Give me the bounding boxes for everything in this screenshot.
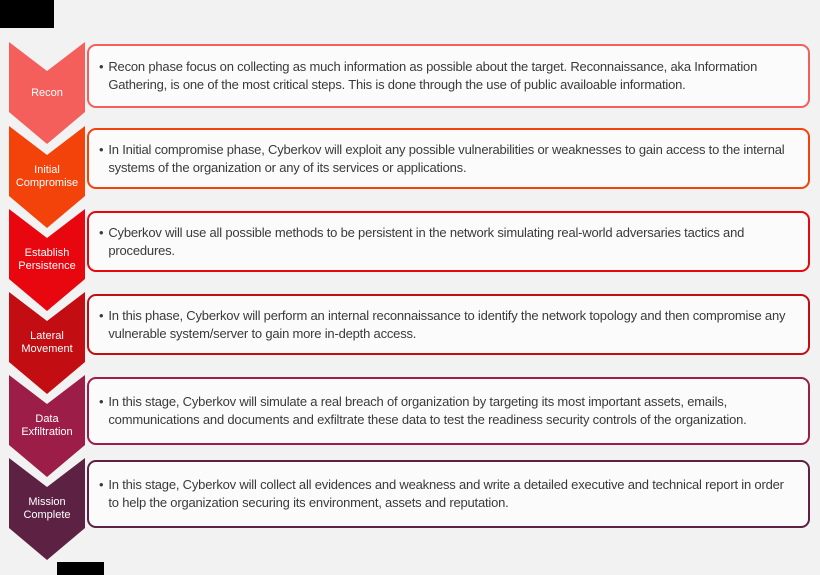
- phase-description-text: In this phase, Cyberkov will perform an internal reconnaissance to identify the network topology and then compromise any vulnerable system/server to gain more in-depth access.: [108, 307, 786, 341]
- chevron-shape: [9, 458, 85, 560]
- phase-description-box: [87, 377, 810, 445]
- phase-description-text: Cyberkov will use all possible methods to be persistent in the network simulating real-world adversaries tactics and procedures.: [108, 224, 745, 258]
- phase-description-row: [99, 224, 796, 260]
- phase-description-row: [99, 141, 796, 177]
- phase-label-recon: Recon: [31, 86, 63, 99]
- phase-label-mission-complete: Mission Complete: [23, 496, 71, 521]
- phase-description-text: In Initial compromise phase, Cyberkov will exploit any possible vulnerabilities or weaknesses to gain access to the internal systems of the organization or any of its services or applications.: [108, 141, 785, 175]
- phase-label-lateral-movement: Lateral Movement: [21, 330, 73, 355]
- phase-description-box: [87, 294, 810, 355]
- phase-chevron-arrow-icon: [9, 458, 85, 560]
- phase-description-text: In this stage, Cyberkov will simulate a real breach of organization by targeting its most important assets, emails, communications and documents and exfiltrate these data to test the readiness security controls of the organization.: [108, 394, 747, 427]
- phase-description-text: In this stage, Cyberkov will collect all evidences and weakness and write a detailed executive and technical report in order to help the organization securing its environment, assets and reputation.: [108, 477, 784, 510]
- phase-description-row: [99, 307, 796, 343]
- phase-description-box: [87, 460, 810, 528]
- bullet-icon: •: [99, 394, 104, 409]
- bullet-icon: •: [99, 59, 104, 74]
- phase-description-box: [87, 128, 810, 189]
- bullet-icon: •: [99, 224, 104, 240]
- phase-label-data-exfiltration: Data Exfiltration: [21, 413, 73, 438]
- transparency-artifact-bottom: [57, 562, 104, 575]
- phase-description-row: [99, 393, 796, 429]
- phase-description-row: [99, 476, 796, 512]
- phase-description-row: [99, 58, 796, 94]
- phase-description-box: [87, 211, 810, 272]
- phase-description-box: [87, 44, 810, 108]
- bullet-icon: •: [99, 477, 104, 492]
- transparency-artifact-top-left: [0, 0, 54, 28]
- bullet-icon: •: [99, 307, 104, 323]
- phase-label-establish-persistence: Establish Persistence: [18, 247, 76, 272]
- phase-description-text: Recon phase focus on collecting as much information as possible about the target. Reconnaissance, aka Information Gathering, is one of the most critical steps. This is done through the use of public availoable information.: [108, 59, 758, 92]
- bullet-icon: •: [99, 141, 104, 157]
- phase-label-initial-compromise: Initial Compromise: [15, 164, 79, 189]
